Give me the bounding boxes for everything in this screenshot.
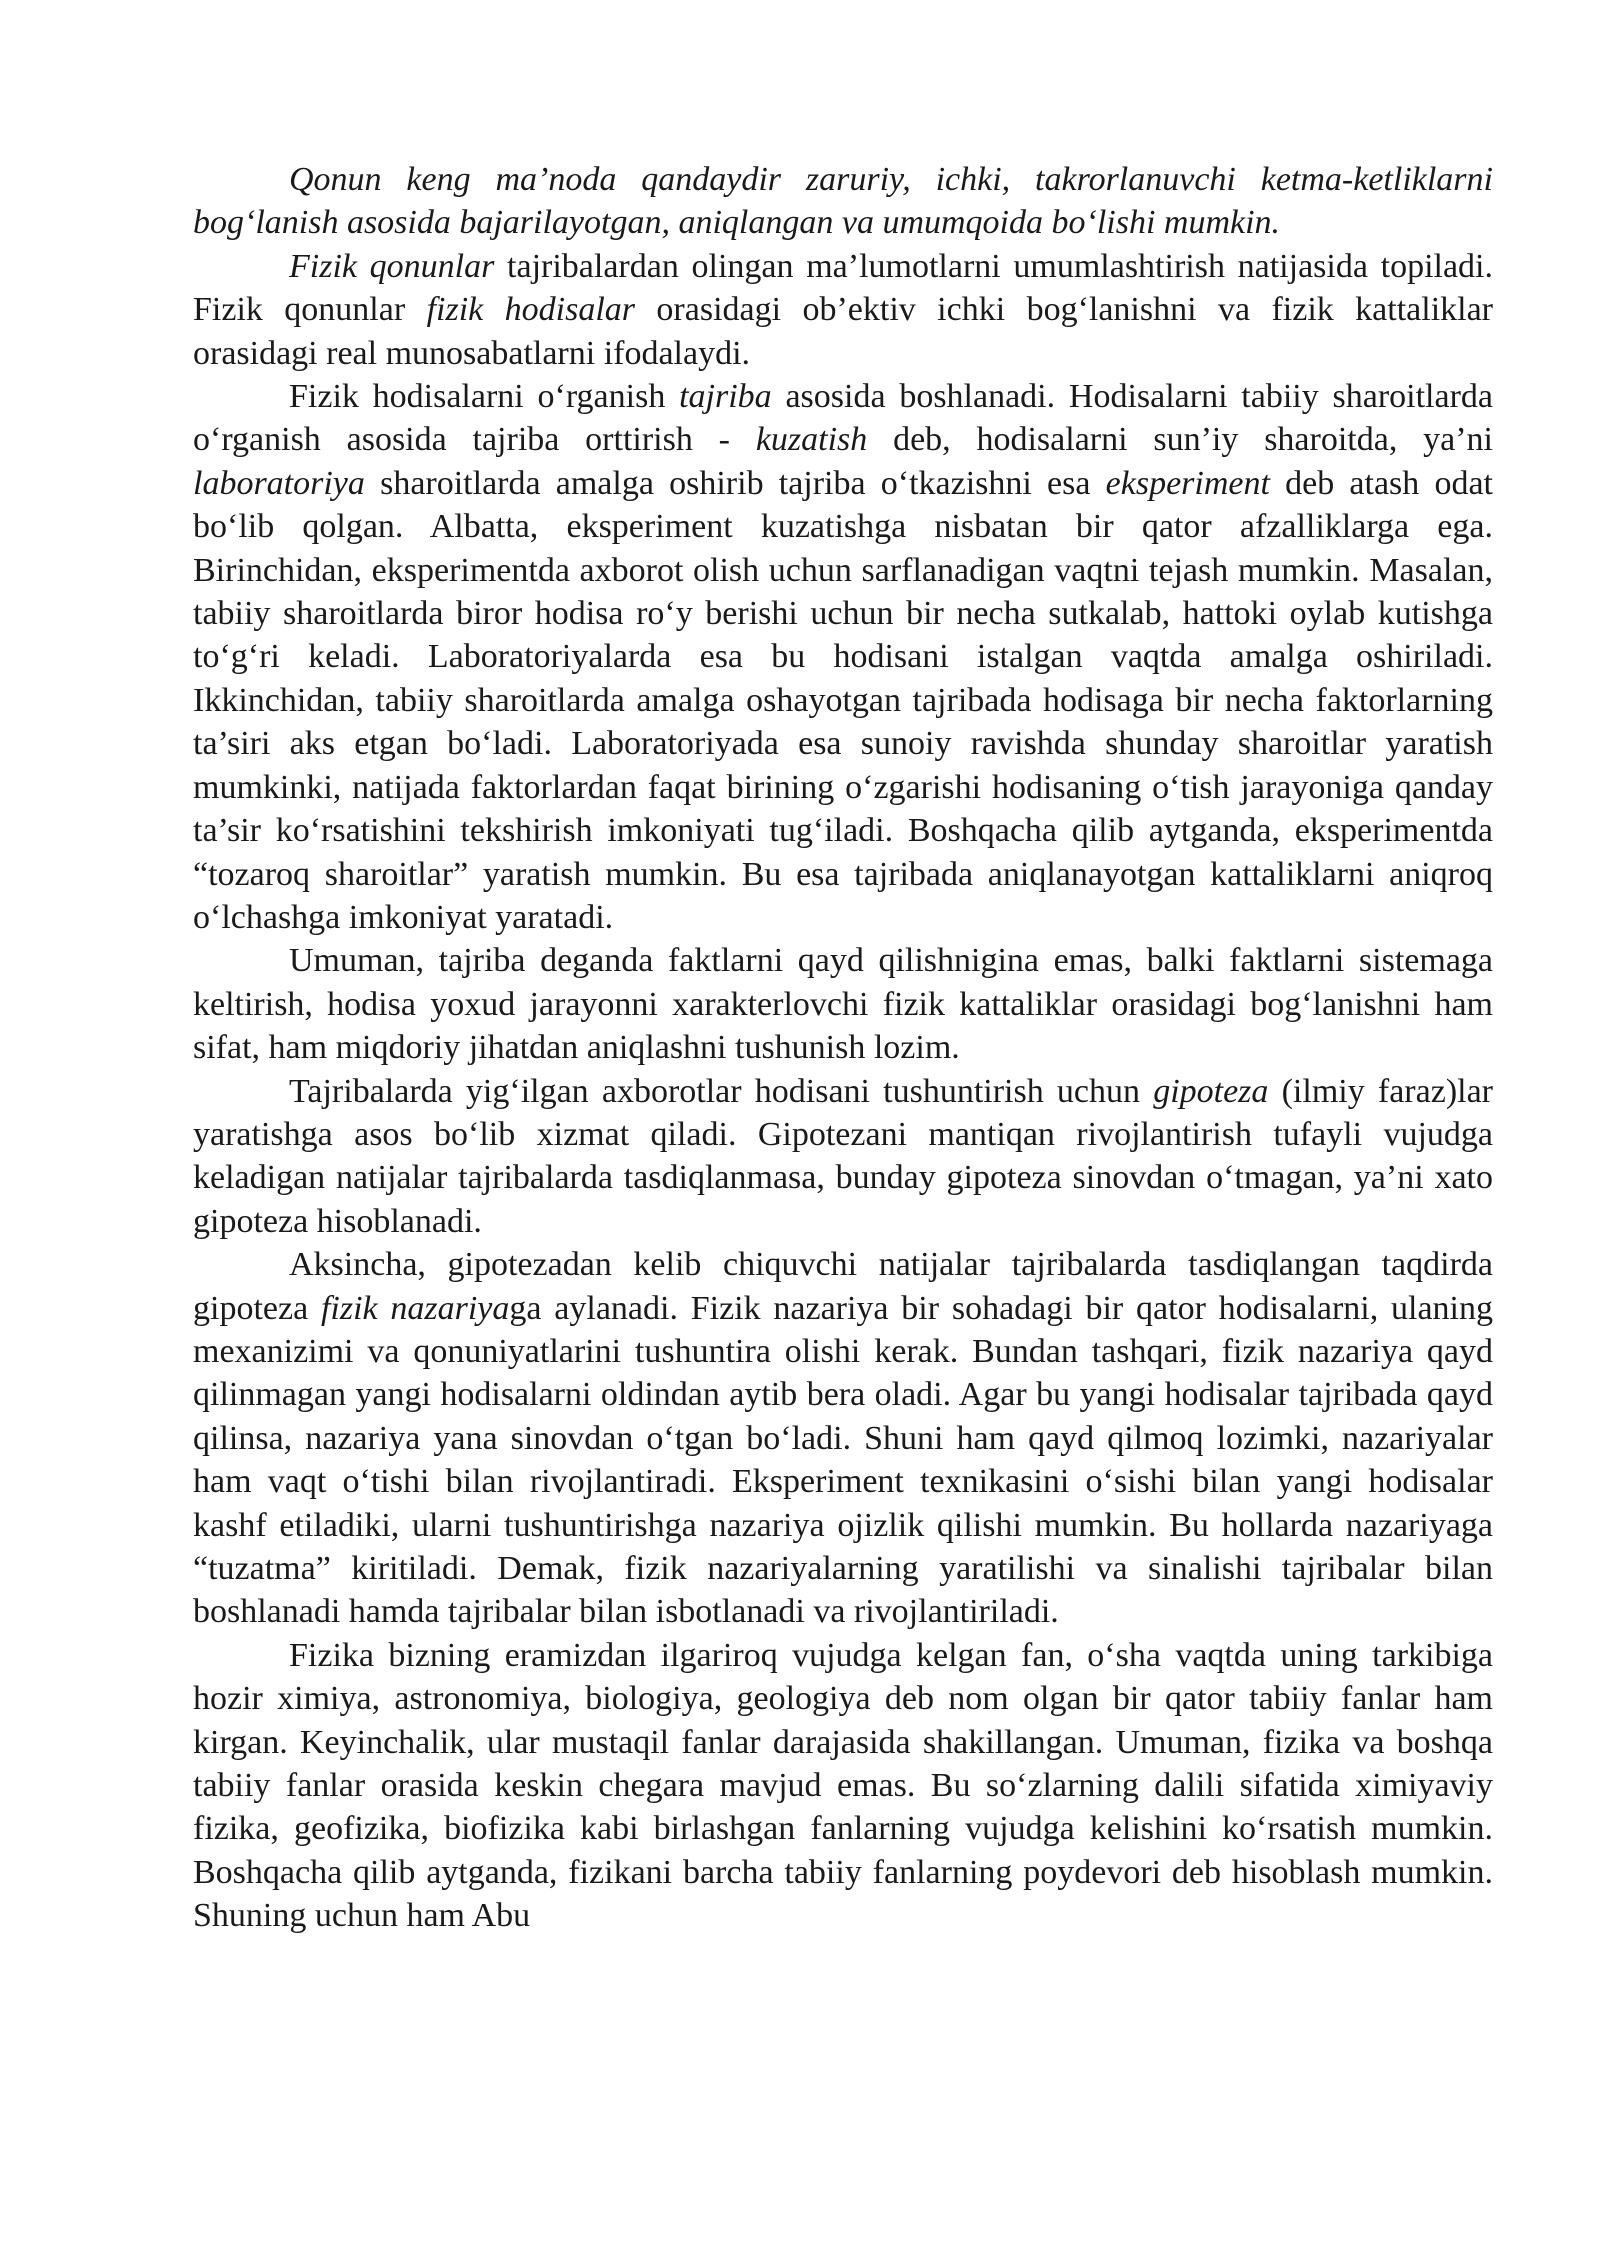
text-run: asosida boshlanadi. Hodisalarni tabiiy sharoitlarda o‘rganish asosida tajriba orttirish - <box>193 378 1493 459</box>
text-run: orasidagi ob’ektiv ichki bog‘lanishni va fizik kattaliklar orasidagi real munosabatlarni ifodalaydi. <box>193 291 1493 372</box>
text-run-italic: fizik nazariya <box>320 1289 510 1327</box>
text-run: sharoitlarda amalga oshirib tajriba o‘tkazishni esa <box>364 464 1106 502</box>
text-run-italic: tajriba <box>679 378 772 416</box>
paragraph-facts <box>193 939 1493 1069</box>
text-run: deb atash odat bo‘lib qolgan. Albatta, eksperiment kuzatishga nisbatan bir qator afzalliklarga ega. Birinchidan, eksperimentda axborot olish uchun sarflanadigan vaqtni tejash mumkin. Masalan, tabiiy sharoitlarda biror hodisa ro‘y berishi uchun bir necha sutkalab, hattoki oylab kutishga to‘g‘ri keladi. Laboratoriyalarda esa bu hodisani istalgan vaqtda amalga oshiriladi. Ikkinchidan, tabiiy sharoitlarda amalga oshayotgan tajribada hodisaga bir necha faktorlarning ta’siri aks etgan bo‘ladi. Laboratoriyada esa sunoiy ravishda shunday sharoitlar yaratish mumkinki, natijada faktorlardan faqat birining o‘zgarishi hodisaning o‘tish jarayoniga qanday ta’sir ko‘rsatishini tekshirish imkoniyati tug‘iladi. Boshqacha qilib aytganda, eksperimentda “tozaroq sharoitlar” yaratish mumkin. Bu esa tajribada aniqlanayotgan kattaliklarni aniqroq o‘lchashga imkoniyat yaratadi. <box>193 464 1493 936</box>
text-run: ga aylanadi. Fizik nazariya bir sohadagi bir qator hodisalarni, ulaning mexanizimi va qonuniyatlarini tushuntira olishi kerak. Bundan tashqari, fizik nazariya qayd qilinmagan yangi hodisalarni oldindan aytib bera oladi. Agar bu yangi hodisalar tajribada qayd qilinsa, nazariya yana sinovdan o‘tgan bo‘ladi. Shuni ham qayd qilmoq lozimki, nazariyalar ham vaqt o‘tishi bilan rivojlantiradi. Eksperiment texnikasini o‘sishi bilan yangi hodisalar kashf etiladiki, ularni tushuntirishga nazariya ojizlik qilishi mumkin. Bu hollarda nazariyaga “tuzatma” kiritiladi. Demak, fizik nazariyalarning yaratilishi va sinalishi tajribalar bilan boshlanadi hamda tajribalar bilan isbotlanadi va rivojlantiriladi. <box>193 1289 1494 1631</box>
paragraph-physics-science <box>193 1634 1493 1938</box>
text-run: deb, hodisalarni sun’iy sharoitda, ya’ni <box>867 421 1494 459</box>
paragraph-hypothesis <box>193 1070 1493 1244</box>
text-run: (ilmiy faraz)lar yaratishga asos bo‘lib xizmat qiladi. Gipotezani mantiqan rivojlantirish tufayli vujudga keladigan natijalar tajribalarda tasdiqlanmasa, bunday gipoteza sinovdan o‘tmagan, ya’ni xato gipoteza hisoblanadi. <box>193 1072 1493 1240</box>
text-run-italic: kuzatish <box>755 421 868 459</box>
text-run: Fizik hodisalarni o‘rganish <box>289 378 680 416</box>
paragraph-experiment <box>193 375 1493 939</box>
paragraph-physical-laws <box>193 245 1493 375</box>
paragraph-theory <box>193 1243 1493 1634</box>
text-run: Umuman, tajriba deganda faktlarni qayd qilishnigina emas, balki faktlarni sistemaga keltirish, hodisa yoxud jarayonni xarakterlovchi fizik kattaliklar orasidagi bog‘lanishni ham sifat, ham miqdoriy jihatdan aniqlashni tushunish lozim. <box>193 942 1493 1067</box>
text-run-italic: laboratoriya <box>193 464 365 502</box>
text-run: Aksincha, gipotezadan kelib chiquvchi natijalar tajribalarda tasdiqlangan taqdirda gipoteza <box>193 1246 1493 1327</box>
document-page <box>193 158 1493 1938</box>
text-run: tajribalardan olingan ma’lumotlarni umumlashtirish natijasida topiladi. Fizik qonunlar <box>193 247 1493 329</box>
text-run: Qonun keng ma’noda qandaydir zaruriy, ichki, takrorlanuvchi ketma-ketliklarni bog‘lanish asosida bajarilayotgan, aniqlangan va umumqoida bo‘lishi mumkin. <box>193 161 1493 242</box>
text-run: Fizika bizning eramizdan ilgariroq vujudga kelgan fan, o‘sha vaqtda uning tarkibiga hozir ximiya, astronomiya, biologiya, geologiya deb nom olgan bir qator tabiiy fanlar ham kirgan. Keyinchalik, ular mustaqil fanlar darajasida shakillangan. Umuman, fizika va boshqa tabiiy fanlar orasida keskin chegara mavjud emas. Bu so‘zlarning dalili sifatida ximiyaviy fizika, geofizika, biofizika kabi birlashgan fanlarning vujudga kelishini ko‘rsatish mumkin. Boshqacha qilib aytganda, fizikani barcha tabiiy fanlarning poydevori deb hisoblash mumkin. Shuning uchun ham Abu <box>193 1636 1493 1935</box>
text-run: Tajribalarda yig‘ilgan axborotlar hodisani tushuntirish uchun <box>289 1072 1154 1110</box>
text-run-italic: gipoteza <box>1153 1072 1269 1110</box>
text-run-italic: fizik hodisalar <box>426 291 636 329</box>
text-run-italic: eksperiment <box>1105 464 1270 502</box>
paragraph-law-definition <box>193 158 1493 245</box>
text-run-italic: Fizik qonunlar <box>289 247 495 285</box>
